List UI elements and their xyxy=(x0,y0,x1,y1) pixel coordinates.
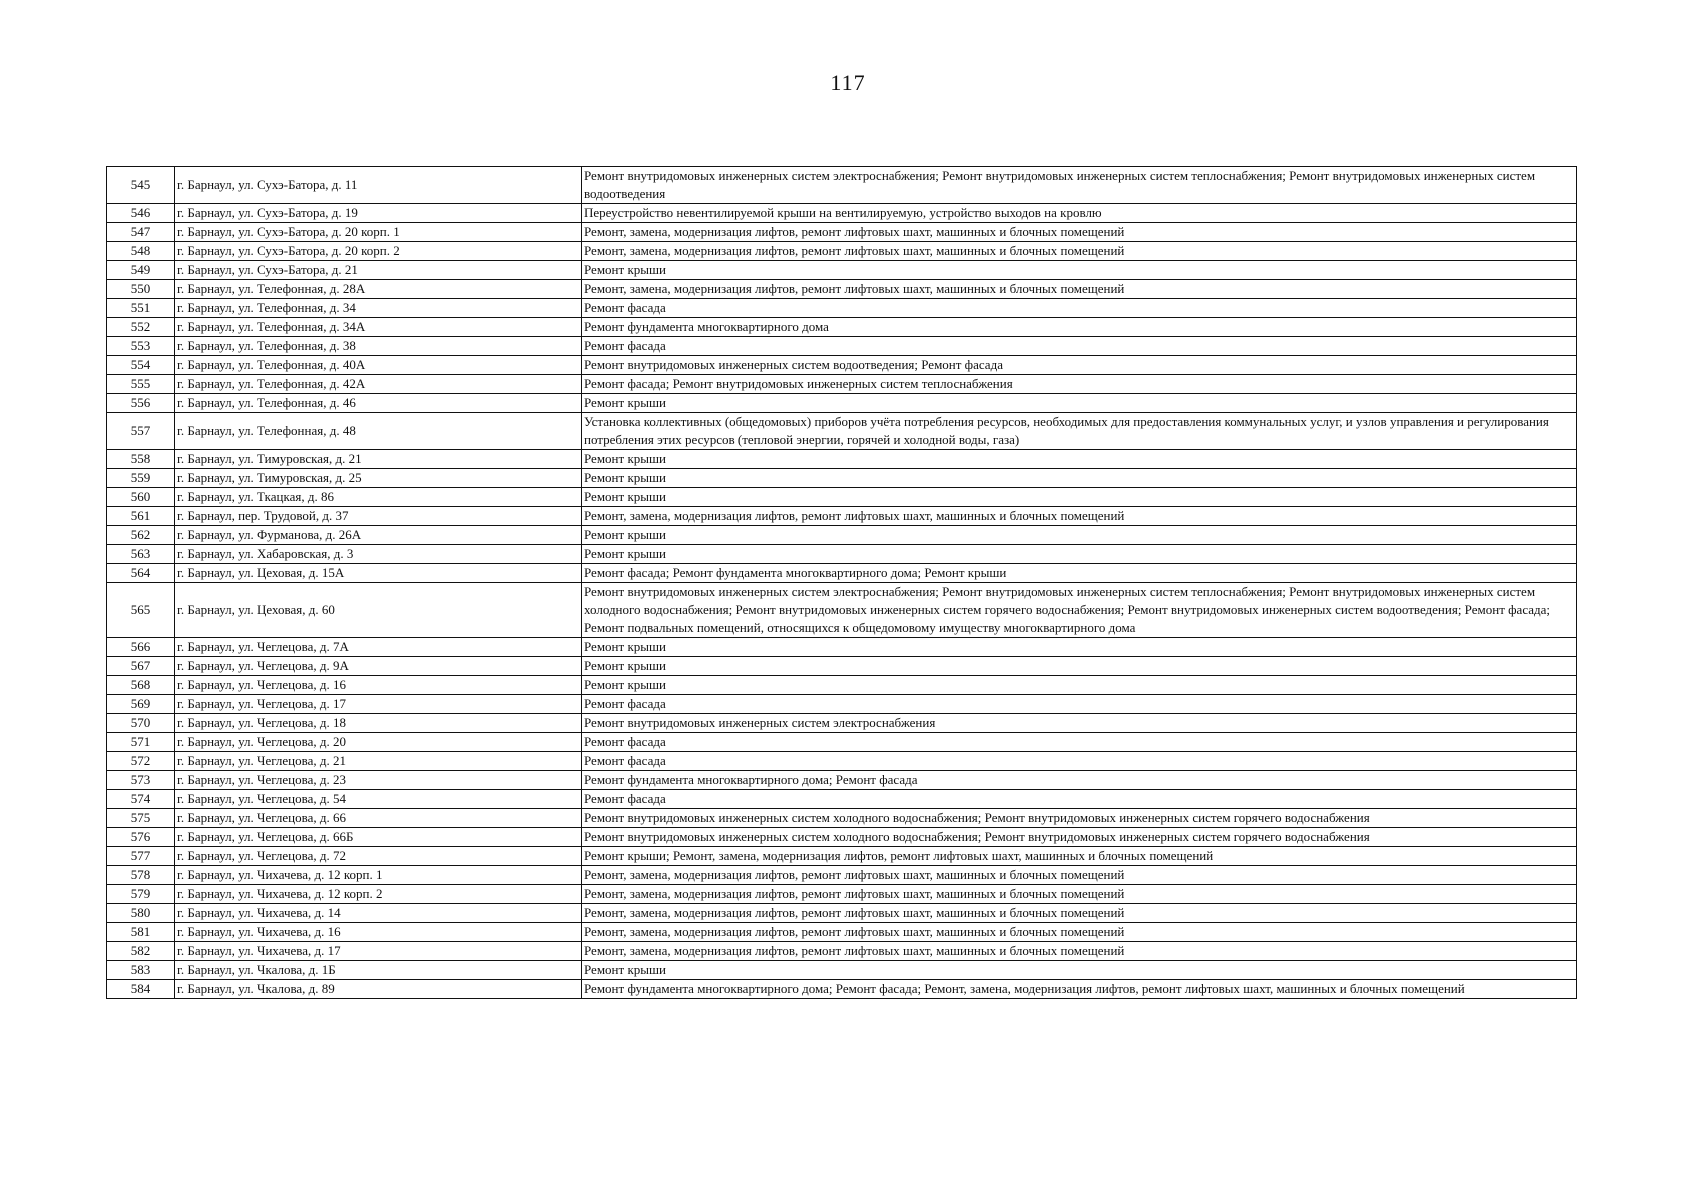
work-type-cell: Ремонт крыши xyxy=(582,638,1577,657)
table-row xyxy=(107,450,1577,469)
address-cell: г. Барнаул, ул. Чкалова, д. 89 xyxy=(175,980,582,999)
table-row xyxy=(107,167,1577,204)
work-type-cell: Ремонт, замена, модернизация лифтов, ремонт лифтовых шахт, машинных и блочных помещений xyxy=(582,942,1577,961)
work-type-cell: Ремонт фасада xyxy=(582,299,1577,318)
table-row xyxy=(107,923,1577,942)
work-type-cell: Ремонт крыши xyxy=(582,261,1577,280)
table-row xyxy=(107,394,1577,413)
table-row xyxy=(107,638,1577,657)
row-number-cell: 558 xyxy=(107,450,175,469)
row-number-cell: 572 xyxy=(107,752,175,771)
row-number-cell: 553 xyxy=(107,337,175,356)
row-number-cell: 549 xyxy=(107,261,175,280)
row-number-cell: 579 xyxy=(107,885,175,904)
table-row xyxy=(107,242,1577,261)
work-type-cell: Ремонт фасада xyxy=(582,695,1577,714)
work-type-cell: Ремонт, замена, модернизация лифтов, ремонт лифтовых шахт, машинных и блочных помещений xyxy=(582,507,1577,526)
work-type-cell: Ремонт, замена, модернизация лифтов, ремонт лифтовых шахт, машинных и блочных помещений xyxy=(582,885,1577,904)
address-cell: г. Барнаул, ул. Телефонная, д. 28А xyxy=(175,280,582,299)
address-cell: г. Барнаул, ул. Чеглецова, д. 16 xyxy=(175,676,582,695)
address-cell: г. Барнаул, ул. Тимуровская, д. 25 xyxy=(175,469,582,488)
work-type-cell: Ремонт, замена, модернизация лифтов, ремонт лифтовых шахт, машинных и блочных помещений xyxy=(582,923,1577,942)
table-row xyxy=(107,413,1577,450)
address-cell: г. Барнаул, ул. Чеглецова, д. 18 xyxy=(175,714,582,733)
row-number-cell: 546 xyxy=(107,204,175,223)
address-cell: г. Барнаул, ул. Чеглецова, д. 54 xyxy=(175,790,582,809)
row-number-cell: 568 xyxy=(107,676,175,695)
table-row xyxy=(107,733,1577,752)
work-type-cell: Ремонт крыши xyxy=(582,526,1577,545)
work-type-cell: Ремонт крыши xyxy=(582,450,1577,469)
address-cell: г. Барнаул, ул. Сухэ-Батора, д. 20 корп. 1 xyxy=(175,223,582,242)
table-row xyxy=(107,583,1577,638)
work-type-cell: Ремонт крыши xyxy=(582,469,1577,488)
table-row xyxy=(107,526,1577,545)
table-row xyxy=(107,790,1577,809)
address-cell: г. Барнаул, ул. Чихачева, д. 12 корп. 1 xyxy=(175,866,582,885)
address-cell: г. Барнаул, ул. Сухэ-Батора, д. 19 xyxy=(175,204,582,223)
row-number-cell: 571 xyxy=(107,733,175,752)
address-cell: г. Барнаул, ул. Сухэ-Батора, д. 11 xyxy=(175,167,582,204)
address-cell: г. Барнаул, ул. Чихачева, д. 16 xyxy=(175,923,582,942)
row-number-cell: 570 xyxy=(107,714,175,733)
row-number-cell: 559 xyxy=(107,469,175,488)
row-number-cell: 581 xyxy=(107,923,175,942)
work-type-cell: Ремонт фасада xyxy=(582,790,1577,809)
table-row xyxy=(107,847,1577,866)
address-cell: г. Барнаул, ул. Чеглецова, д. 7А xyxy=(175,638,582,657)
address-cell: г. Барнаул, ул. Цеховая, д. 60 xyxy=(175,583,582,638)
address-cell: г. Барнаул, ул. Телефонная, д. 38 xyxy=(175,337,582,356)
row-number-cell: 561 xyxy=(107,507,175,526)
address-cell: г. Барнаул, ул. Чихачева, д. 17 xyxy=(175,942,582,961)
address-cell: г. Барнаул, ул. Сухэ-Батора, д. 20 корп. 2 xyxy=(175,242,582,261)
page-number: 117 xyxy=(830,70,866,95)
table-row xyxy=(107,676,1577,695)
table-row xyxy=(107,507,1577,526)
work-type-cell: Ремонт внутридомовых инженерных систем водоотведения; Ремонт фасада xyxy=(582,356,1577,375)
row-number-cell: 548 xyxy=(107,242,175,261)
address-cell: г. Барнаул, ул. Ткацкая, д. 86 xyxy=(175,488,582,507)
row-number-cell: 565 xyxy=(107,583,175,638)
work-type-cell: Ремонт, замена, модернизация лифтов, ремонт лифтовых шахт, машинных и блочных помещений xyxy=(582,280,1577,299)
table-row xyxy=(107,771,1577,790)
work-type-cell: Ремонт фасада xyxy=(582,733,1577,752)
row-number-cell: 554 xyxy=(107,356,175,375)
address-cell: г. Барнаул, ул. Чеглецова, д. 21 xyxy=(175,752,582,771)
address-cell: г. Барнаул, ул. Цеховая, д. 15А xyxy=(175,564,582,583)
row-number-cell: 547 xyxy=(107,223,175,242)
row-number-cell: 576 xyxy=(107,828,175,847)
row-number-cell: 569 xyxy=(107,695,175,714)
row-number-cell: 560 xyxy=(107,488,175,507)
table-row xyxy=(107,337,1577,356)
work-type-cell: Ремонт фасада xyxy=(582,752,1577,771)
address-cell: г. Барнаул, пер. Трудовой, д. 37 xyxy=(175,507,582,526)
address-cell: г. Барнаул, ул. Чихачева, д. 14 xyxy=(175,904,582,923)
work-type-cell: Ремонт крыши xyxy=(582,545,1577,564)
row-number-cell: 552 xyxy=(107,318,175,337)
address-cell: г. Барнаул, ул. Телефонная, д. 40А xyxy=(175,356,582,375)
address-cell: г. Барнаул, ул. Хабаровская, д. 3 xyxy=(175,545,582,564)
repair-table xyxy=(106,166,1577,999)
row-number-cell: 583 xyxy=(107,961,175,980)
table-row xyxy=(107,885,1577,904)
address-cell: г. Барнаул, ул. Чеглецова, д. 17 xyxy=(175,695,582,714)
row-number-cell: 556 xyxy=(107,394,175,413)
address-cell: г. Барнаул, ул. Телефонная, д. 34А xyxy=(175,318,582,337)
work-type-cell: Ремонт крыши xyxy=(582,657,1577,676)
work-type-cell: Ремонт внутридомовых инженерных систем электроснабжения xyxy=(582,714,1577,733)
row-number-cell: 584 xyxy=(107,980,175,999)
row-number-cell: 580 xyxy=(107,904,175,923)
table-row xyxy=(107,828,1577,847)
address-cell: г. Барнаул, ул. Сухэ-Батора, д. 21 xyxy=(175,261,582,280)
work-type-cell: Ремонт фасада; Ремонт внутридомовых инженерных систем теплоснабжения xyxy=(582,375,1577,394)
work-type-cell: Ремонт внутридомовых инженерных систем электроснабжения; Ремонт внутридомовых инженерных систем теплоснабжения; Ремонт внутридомовых инженерных систем холодного водоснабжения; Ремонт внутридомовых инженерных систем горячего водоснабжения; Ремонт внутридомовых инженерных систем водоотведения; Ремонт фасада; Ремонт подвальных помещений, относящихся к общедомовому имуществу многоквартирного дома xyxy=(582,583,1577,638)
row-number-cell: 566 xyxy=(107,638,175,657)
work-type-cell: Ремонт фасада; Ремонт фундамента многоквартирного дома; Ремонт крыши xyxy=(582,564,1577,583)
row-number-cell: 545 xyxy=(107,167,175,204)
table-row xyxy=(107,980,1577,999)
address-cell: г. Барнаул, ул. Чеглецова, д. 66 xyxy=(175,809,582,828)
table-row xyxy=(107,545,1577,564)
row-number-cell: 575 xyxy=(107,809,175,828)
address-cell: г. Барнаул, ул. Чеглецова, д. 72 xyxy=(175,847,582,866)
table-row xyxy=(107,488,1577,507)
table-row xyxy=(107,223,1577,242)
table-row xyxy=(107,657,1577,676)
work-type-cell: Ремонт внутридомовых инженерных систем холодного водоснабжения; Ремонт внутридомовых инженерных систем горячего водоснабжения xyxy=(582,809,1577,828)
work-type-cell: Переустройство невентилируемой крыши на вентилируемую, устройство выходов на кровлю xyxy=(582,204,1577,223)
work-type-cell: Ремонт фундамента многоквартирного дома xyxy=(582,318,1577,337)
row-number-cell: 577 xyxy=(107,847,175,866)
row-number-cell: 563 xyxy=(107,545,175,564)
work-type-cell: Ремонт, замена, модернизация лифтов, ремонт лифтовых шахт, машинных и блочных помещений xyxy=(582,242,1577,261)
address-cell: г. Барнаул, ул. Фурманова, д. 26А xyxy=(175,526,582,545)
table-row xyxy=(107,904,1577,923)
table-row xyxy=(107,469,1577,488)
work-type-cell: Ремонт фундамента многоквартирного дома; Ремонт фасада xyxy=(582,771,1577,790)
table-row xyxy=(107,280,1577,299)
table-row xyxy=(107,809,1577,828)
row-number-cell: 550 xyxy=(107,280,175,299)
table-row xyxy=(107,961,1577,980)
address-cell: г. Барнаул, ул. Телефонная, д. 48 xyxy=(175,413,582,450)
row-number-cell: 555 xyxy=(107,375,175,394)
address-cell: г. Барнаул, ул. Телефонная, д. 42А xyxy=(175,375,582,394)
address-cell: г. Барнаул, ул. Чкалова, д. 1Б xyxy=(175,961,582,980)
work-type-cell: Установка коллективных (общедомовых) приборов учёта потребления ресурсов, необходимых для предоставления коммунальных услуг, и узлов управления и регулирования потребления этих ресурсов (тепловой энергии, горячей и холодной воды, газа) xyxy=(582,413,1577,450)
table-row xyxy=(107,866,1577,885)
work-type-cell: Ремонт крыши xyxy=(582,961,1577,980)
address-cell: г. Барнаул, ул. Телефонная, д. 46 xyxy=(175,394,582,413)
address-cell: г. Барнаул, ул. Чеглецова, д. 23 xyxy=(175,771,582,790)
table-row xyxy=(107,299,1577,318)
row-number-cell: 578 xyxy=(107,866,175,885)
table-row xyxy=(107,204,1577,223)
table-row xyxy=(107,375,1577,394)
row-number-cell: 551 xyxy=(107,299,175,318)
row-number-cell: 567 xyxy=(107,657,175,676)
work-type-cell: Ремонт крыши xyxy=(582,676,1577,695)
work-type-cell: Ремонт крыши xyxy=(582,488,1577,507)
address-cell: г. Барнаул, ул. Тимуровская, д. 21 xyxy=(175,450,582,469)
row-number-cell: 564 xyxy=(107,564,175,583)
table-row xyxy=(107,714,1577,733)
table-row xyxy=(107,695,1577,714)
repair-table-container xyxy=(106,166,1576,999)
work-type-cell: Ремонт внутридомовых инженерных систем электроснабжения; Ремонт внутридомовых инженерных систем теплоснабжения; Ремонт внутридомовых инженерных систем водоотведения xyxy=(582,167,1577,204)
work-type-cell: Ремонт крыши xyxy=(582,394,1577,413)
address-cell: г. Барнаул, ул. Чеглецова, д. 20 xyxy=(175,733,582,752)
row-number-cell: 557 xyxy=(107,413,175,450)
table-row xyxy=(107,318,1577,337)
work-type-cell: Ремонт, замена, модернизация лифтов, ремонт лифтовых шахт, машинных и блочных помещений xyxy=(582,223,1577,242)
table-row xyxy=(107,564,1577,583)
table-body xyxy=(107,167,1577,999)
table-row xyxy=(107,356,1577,375)
work-type-cell: Ремонт внутридомовых инженерных систем холодного водоснабжения; Ремонт внутридомовых инженерных систем горячего водоснабжения xyxy=(582,828,1577,847)
table-row xyxy=(107,261,1577,280)
row-number-cell: 562 xyxy=(107,526,175,545)
work-type-cell: Ремонт, замена, модернизация лифтов, ремонт лифтовых шахт, машинных и блочных помещений xyxy=(582,866,1577,885)
address-cell: г. Барнаул, ул. Телефонная, д. 34 xyxy=(175,299,582,318)
row-number-cell: 573 xyxy=(107,771,175,790)
work-type-cell: Ремонт крыши; Ремонт, замена, модернизация лифтов, ремонт лифтовых шахт, машинных и блочных помещений xyxy=(582,847,1577,866)
row-number-cell: 574 xyxy=(107,790,175,809)
address-cell: г. Барнаул, ул. Чеглецова, д. 9А xyxy=(175,657,582,676)
address-cell: г. Барнаул, ул. Чеглецова, д. 66Б xyxy=(175,828,582,847)
address-cell: г. Барнаул, ул. Чихачева, д. 12 корп. 2 xyxy=(175,885,582,904)
work-type-cell: Ремонт фундамента многоквартирного дома; Ремонт фасада; Ремонт, замена, модернизация лифтов, ремонт лифтовых шахт, машинных и блочных помещений xyxy=(582,980,1577,999)
work-type-cell: Ремонт фасада xyxy=(582,337,1577,356)
row-number-cell: 582 xyxy=(107,942,175,961)
work-type-cell: Ремонт, замена, модернизация лифтов, ремонт лифтовых шахт, машинных и блочных помещений xyxy=(582,904,1577,923)
table-row xyxy=(107,942,1577,961)
table-row xyxy=(107,752,1577,771)
